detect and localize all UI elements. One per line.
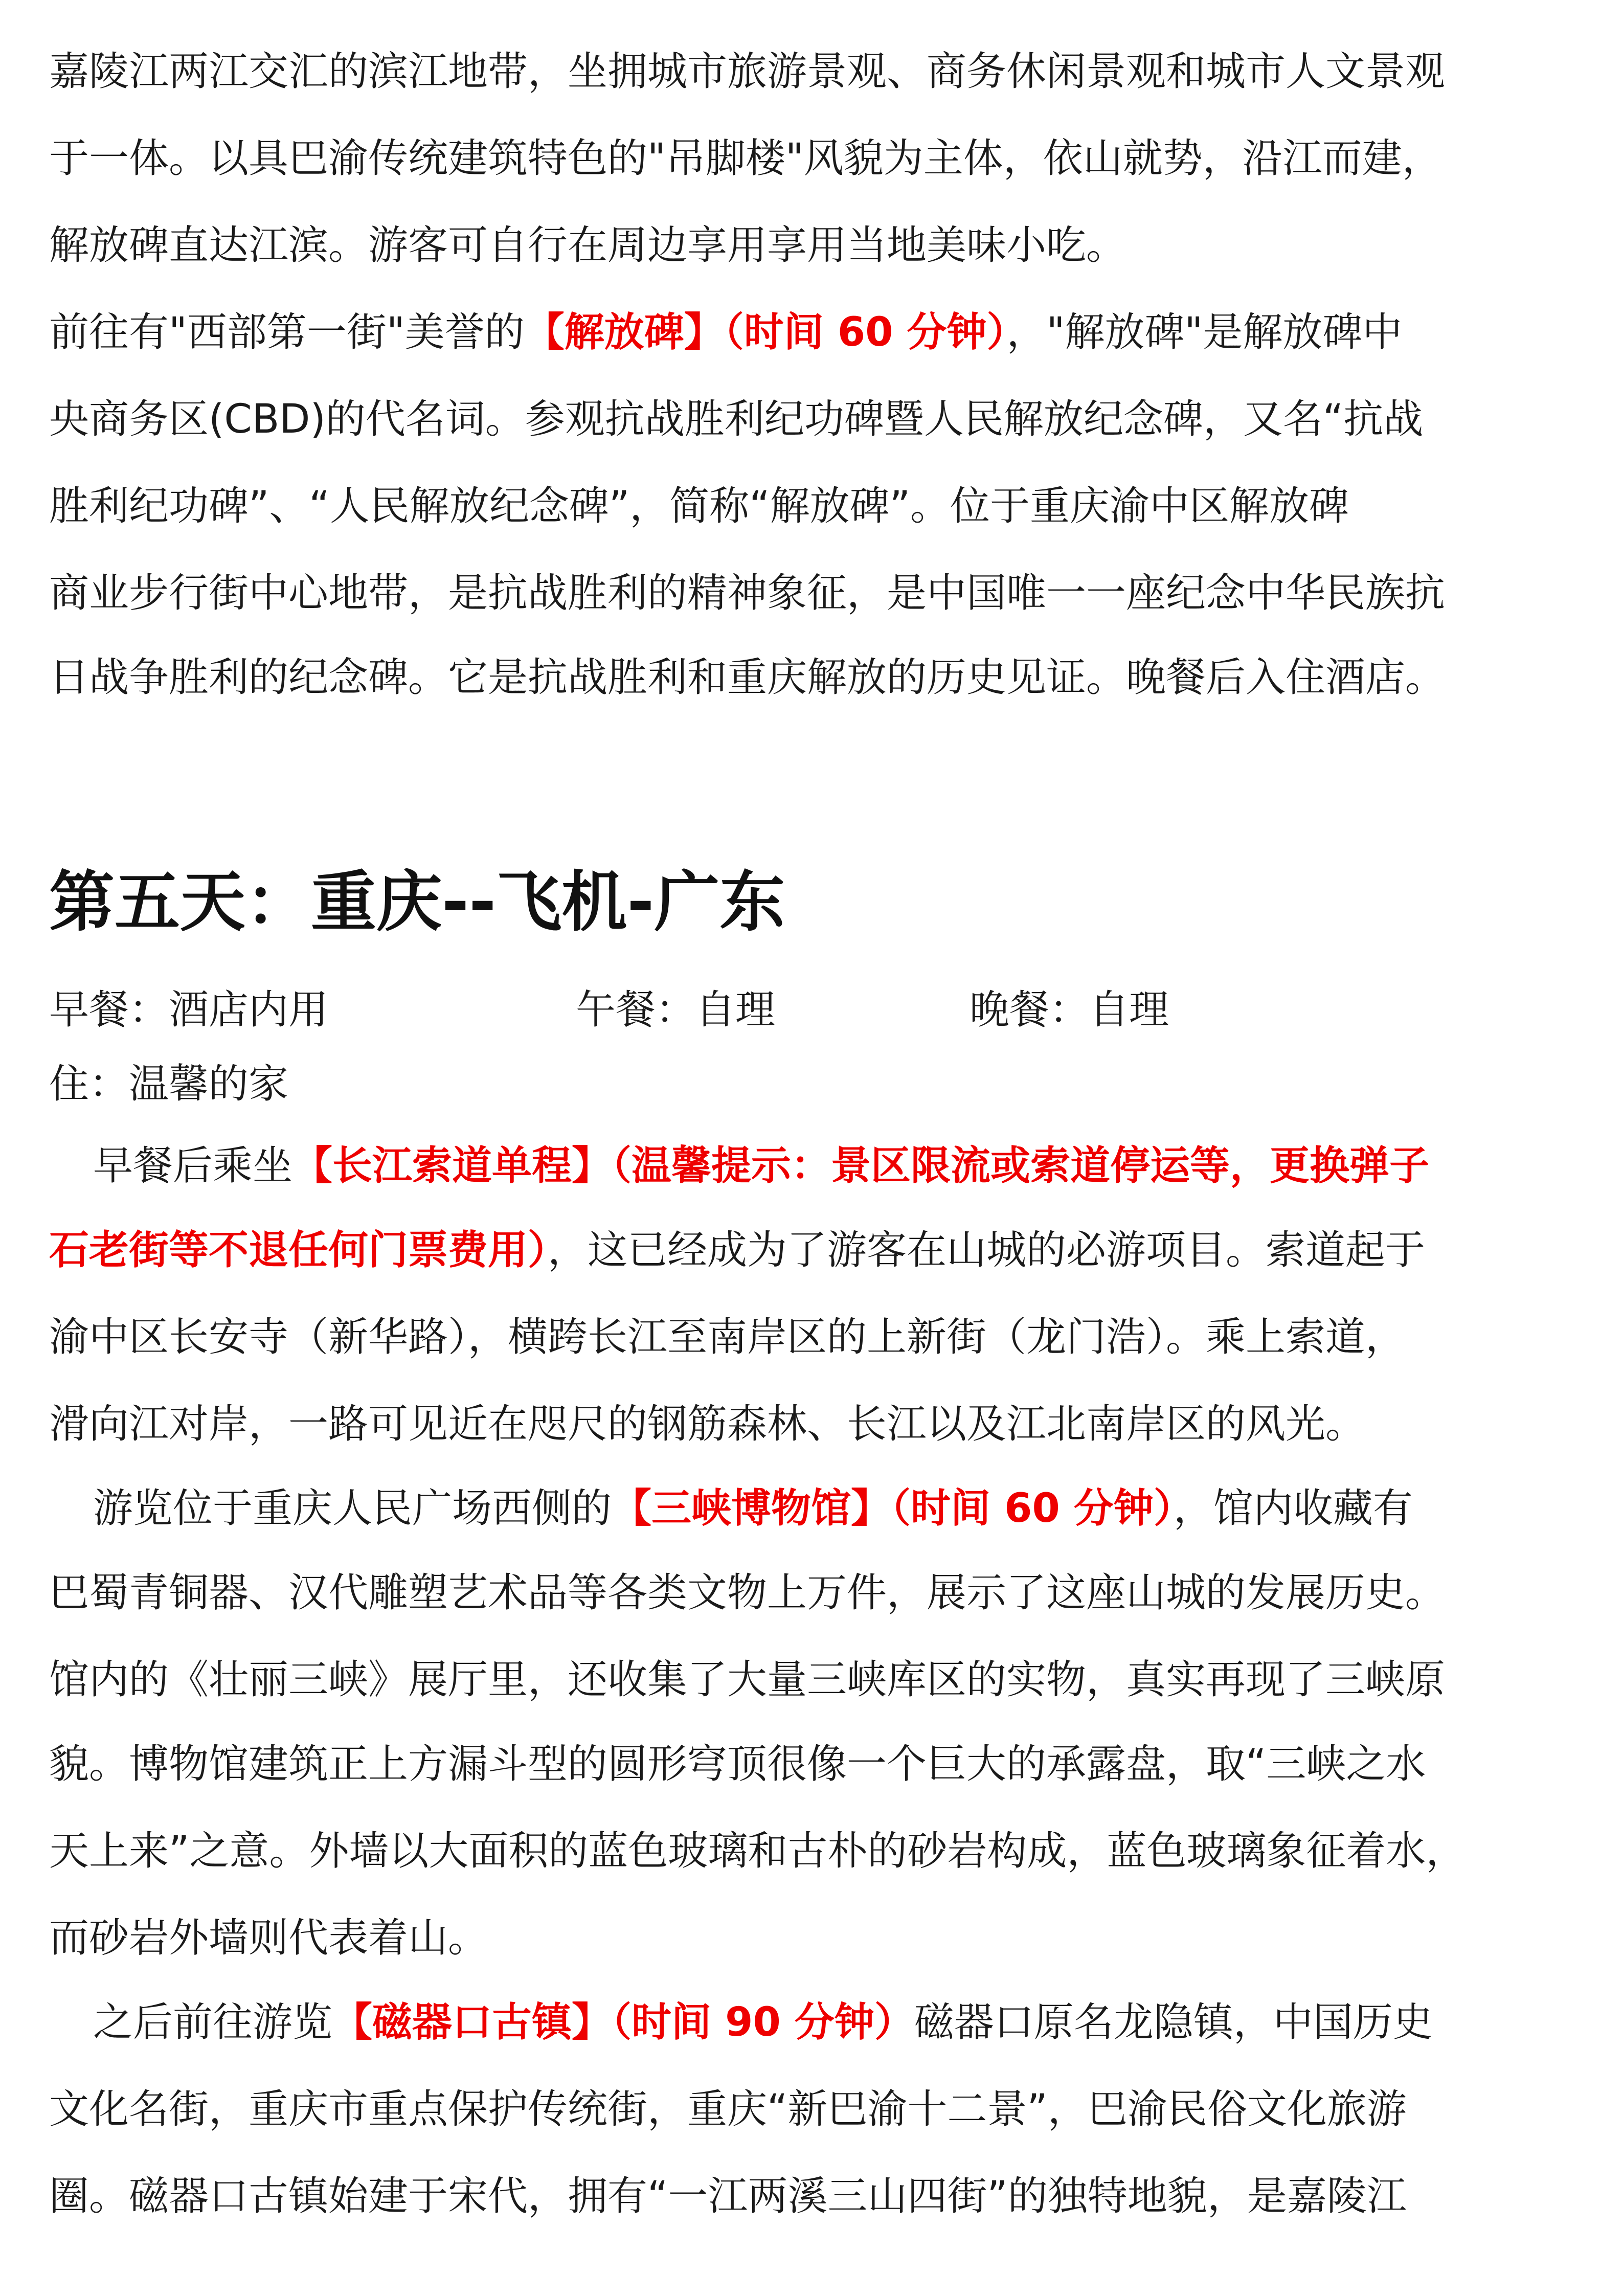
highlight-attraction: 石老街等不退任何门票费用） — [49, 1227, 548, 1273]
text-line: 胜利纪功碑”、“人民解放纪念碑”，简称“解放碑”。位于重庆渝中区解放碑 — [49, 483, 1349, 529]
text-line: 天上来”之意。外墙以大面积的蓝色玻璃和古朴的砂岩构成，蓝色玻璃象征着水， — [49, 1828, 1466, 1874]
highlight-attraction: 【三峡博物馆】（时间 60 分钟） — [612, 1485, 1174, 1532]
text-line: 滑向江对岸，一路可见近在咫尺的钢筋森林、长江以及江北南岸区的风光。 — [49, 1401, 1366, 1447]
text-run: 前往有"西部第一街"美誉的 — [49, 309, 525, 355]
text-run: 磁器口原名龙隐镇，中国历史 — [914, 1999, 1433, 2045]
breakfast-info: 早餐：酒店内用 — [49, 987, 329, 1033]
text-line: 文化名街，重庆市重点保护传统街，重庆“新巴渝十二景”，巴渝民俗文化旅游 — [49, 2086, 1407, 2132]
text-line: 于一体。以具巴渝传统建筑特色的"吊脚楼"风貌为主体，依山就势，沿江而建， — [49, 136, 1442, 182]
highlight-attraction: 【磁器口古镇】（时间 90 分钟） — [332, 1999, 914, 2045]
text-run: 早餐后乘坐 — [93, 1143, 293, 1189]
text-line: 巴蜀青铜器、汉代雕塑艺术品等各类文物上万件，展示了这座山城的发展历史。 — [49, 1570, 1446, 1616]
accommodation-info: 住：温馨的家 — [49, 1061, 289, 1107]
highlight-attraction: 【长江索道单程】（温馨提示：景区限流或索道停运等，更换弹子 — [292, 1143, 1430, 1189]
dinner-info: 晚餐：自理 — [970, 987, 1169, 1033]
text-line: 而砂岩外墙则代表着山。 — [49, 1915, 488, 1961]
text-run: 游览位于重庆人民广场西侧的 — [93, 1485, 612, 1532]
text-run: ，"解放碑"是解放碑中 — [1006, 309, 1403, 355]
text-line — [49, 307, 1578, 358]
text-line: 日战争胜利的纪念碑。它是抗战胜利和重庆解放的历史见证。晚餐后入住酒店。 — [49, 655, 1446, 701]
text-run: ，这已经成为了游客在山城的必游项目。索道起于 — [548, 1227, 1426, 1273]
text-line: 商业步行街中心地带，是抗战胜利的精神象征，是中国唯一一座纪念中华民族抗 — [49, 570, 1446, 616]
text-line — [49, 1997, 1578, 2048]
lunch-info: 午餐：自理 — [576, 987, 776, 1033]
text-run: 之后前往游览 — [93, 1999, 333, 2045]
text-line — [49, 1483, 1578, 1534]
highlight-attraction: 【解放碑】（时间 60 分钟） — [524, 309, 1007, 355]
text-line: 解放碑直达江滨。游客可自行在周边享用享用当地美味小吃。 — [49, 222, 1126, 268]
text-run: ，馆内收藏有 — [1173, 1485, 1413, 1532]
text-line: 央商务区(CBD)的代名词。参观抗战胜利纪功碑暨人民解放纪念碑，又名“抗战 — [49, 396, 1424, 442]
text-line: 渝中区长安寺（新华路），横跨长江至南岸区的上新街（龙门浩）。乘上索道， — [49, 1314, 1406, 1360]
text-line — [49, 1140, 1578, 1191]
text-line: 嘉陵江两江交汇的滨江地带，坐拥城市旅游景观、商务休闲景观和城市人文景观 — [49, 49, 1446, 95]
text-line: 圈。磁器口古镇始建于宋代，拥有“一江两溪三山四街”的独特地貌，是嘉陵江 — [49, 2173, 1407, 2219]
day-heading: 第五天：重庆--飞机-广东 — [49, 864, 785, 940]
text-line: 貌。博物馆建筑正上方漏斗型的圆形穹顶很像一个巨大的承露盘，取“三峡之水 — [49, 1741, 1426, 1787]
text-line — [49, 1225, 1578, 1276]
text-line: 馆内的《壮丽三峡》展厅里，还收集了大量三峡库区的实物，真实再现了三峡原 — [49, 1657, 1446, 1703]
